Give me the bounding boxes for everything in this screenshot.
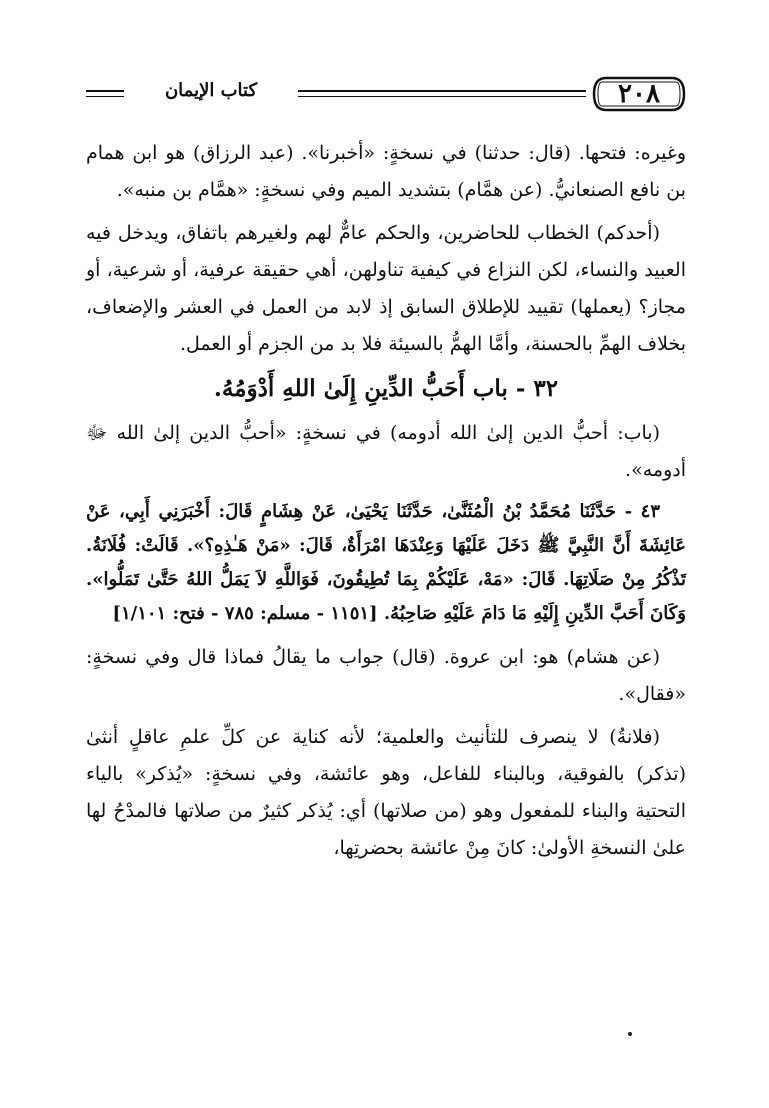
header-rule-left-bottom: [86, 96, 124, 97]
header-rule-left-top: [86, 90, 124, 92]
paragraph-5: (فلانةُ) لا ينصرف للتأنيث والعلمية؛ لأنه كناية عن كلِّ علمِ عاقلٍ أنثىٰ (تذكر) بالفوقية، وبالبناء للفاعل، وهو عائشة، وفي نسخةٍ: «يُذكر» بالياء التحتية والبناء للمفعول وهو (من صلاتها) أي: يُذكر كثيرٌ من صلاتها فالمدْحُ لها علىٰ النسخةِ الأولىٰ: كانَ مِنْ عائشة بحضرتِها،: [86, 726, 686, 859]
page-header: [86, 72, 686, 116]
header-rule-middle-top: [298, 90, 586, 92]
paragraph-1: وغيره: فتحها. (قال: حدثنا) في نسخةٍ: «أخبرنا». (عبد الرزاق) هو ابن همام بن نافع الصنعانيُّ. (عن همَّام) بتشديد الميم وفي نسخةٍ: «همَّام بن منبه».: [86, 142, 686, 201]
page-number: ٢٠٨: [618, 79, 660, 109]
chapter-heading: ٣٢ - باب أَحَبُّ الدِّينِ إِلَىٰ اللهِ أَدْوَمُهُ.: [213, 375, 559, 402]
page-number-badge: [592, 76, 686, 112]
paragraph-2: (أحدكم) الخطاب للحاضرين، والحكم عامٌّ لهم ولغيرهم باتفاق، ويدخل فيه العبيد والنساء، لكن النزاع في كيفية تناولهن، أهي حقيقة عرفية، أو شرعية، أو مجاز؟ (يعملها) تقييد للإطلاق السابق إذ لابد من العمل في العشر والإضعاف، بخلاف الهمِّ بالحسنة، وأمَّا الهمُّ بالسيئة فلا بد من الجزم أو العمل.: [86, 222, 686, 355]
running-title: كتاب الإيمان: [126, 80, 296, 101]
page-body: [86, 135, 686, 873]
paragraph-4: (عن هشام) هو: ابن عروة. (قال) جواب ما يقالُ فماذا قال وفي نسخةٍ: «فقال».: [86, 646, 686, 705]
hadith-text: ٤٣ - حَدَّثَنَا مُحَمَّدُ بْنُ الْمُثَنَّىٰ، حَدَّثَنَا يَحْيَىٰ، عَنْ هِشَامٍ قَالَ: أَخْبَرَنِي أَبِي، عَنْ عَائِشَةَ أَنَّ النَّبِيَّ ﷺ دَخَلَ عَلَيْهَا وَعِنْدَهَا امْرَأَةٌ، قَالَ: «مَنْ هَـٰذِهِ؟». قَالَتْ: فُلَانَةُ. تَذْكُرُ مِنْ صَلَاتِهَا. قَالَ: «مَهْ، عَلَيْكُمْ بِمَا تُطِيقُونَ، فَوَاللَّهِ لاَ يَمَلُّ اللهُ حَتَّىٰ تَمَلُّوا». وَكَانَ أَحَبَّ الدِّينِ إِلَيْهِ مَا دَامَ عَلَيْهِ صَاحِبُهُ. [١١٥١ - مسلم: ٧٨٥ - فتح: ١/١٠١]: [86, 501, 686, 624]
header-rule-middle-bottom: [298, 96, 586, 97]
page-dot-mark: [628, 1032, 632, 1036]
paragraph-3: (باب: أحبُّ الدين إلىٰ الله أدومه) في نسخةٍ: «أحبُّ الدين إلىٰ الله ﷻ أدومه».: [86, 422, 686, 481]
